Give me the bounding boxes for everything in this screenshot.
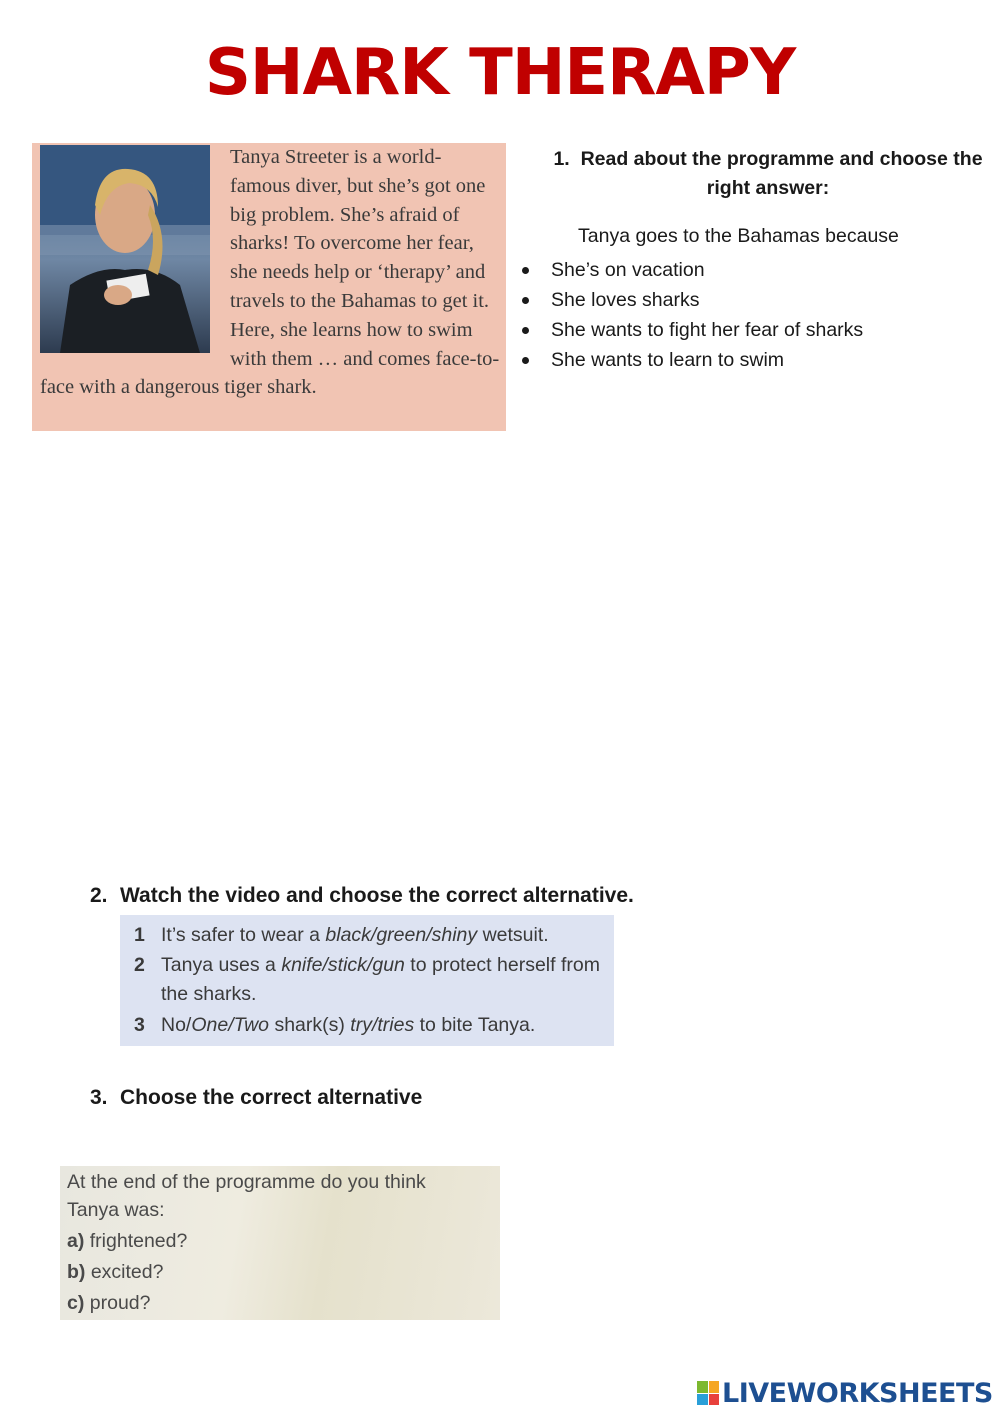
worksheet-title: SHARK THERAPY — [204, 36, 796, 110]
question-3-number: 3. — [90, 1086, 108, 1109]
bullet-icon — [522, 297, 529, 304]
q3-prompt-line: Tanya was: — [67, 1199, 165, 1221]
bullet-icon — [522, 267, 529, 274]
intro-paragraph: Tanya Streeter is a world-famous diver, but she’s got one big problem. She’s afraid of sharks! To overcome her fear, she needs help or ‘therapy’ and travels to the Bahamas to get it. Here, she learns how to swim with them … and comes face-to-face with a dangerous tiger shark. — [40, 146, 500, 399]
q1-option[interactable]: She wants to learn to swim — [518, 345, 863, 375]
question-2-heading: 2. Watch the video and choose the correct alternative. — [90, 884, 634, 907]
q1-option[interactable]: She loves sharks — [518, 285, 863, 315]
question-3-box — [60, 1166, 500, 1320]
q3-option[interactable]: a) frightened? — [67, 1230, 188, 1252]
q2-item[interactable]: 3 No/One/Two shark(s) try/tries to bite Tanya. — [134, 1014, 536, 1036]
question-1-heading-text: Read about the programme and choose the right answer: — [580, 148, 983, 199]
q3-option[interactable]: c) proud? — [67, 1292, 151, 1314]
question-2-box — [120, 915, 614, 1046]
q3-option[interactable]: b) excited? — [67, 1261, 164, 1283]
q1-option[interactable]: She wants to fight her fear of sharks — [518, 315, 863, 345]
question-1-options — [518, 255, 863, 375]
liveworksheets-logo — [697, 1376, 993, 1410]
intro-box — [32, 143, 506, 431]
question-2-number: 2. — [90, 884, 108, 907]
bullet-icon — [522, 327, 529, 334]
q1-option[interactable]: She’s on vacation — [518, 255, 863, 285]
q2-item[interactable]: 1 It’s safer to wear a black/green/shiny wetsuit. — [134, 924, 549, 946]
q3-prompt-line: At the end of the programme do you think — [67, 1171, 426, 1193]
q2-item[interactable]: 2 Tanya uses a knife/stick/gun to protect herself from the sharks. — [134, 954, 600, 1005]
logo-icon — [697, 1381, 719, 1405]
logo-text: LIVEWORKSHEETS — [722, 1377, 993, 1409]
question-1-number: 1. — [553, 148, 570, 170]
question-1-heading — [548, 145, 988, 203]
bullet-icon — [522, 357, 529, 364]
question-1-prompt: Tanya goes to the Bahamas because — [578, 225, 899, 247]
question-3-heading: 3. Choose the correct alternative — [90, 1086, 423, 1109]
